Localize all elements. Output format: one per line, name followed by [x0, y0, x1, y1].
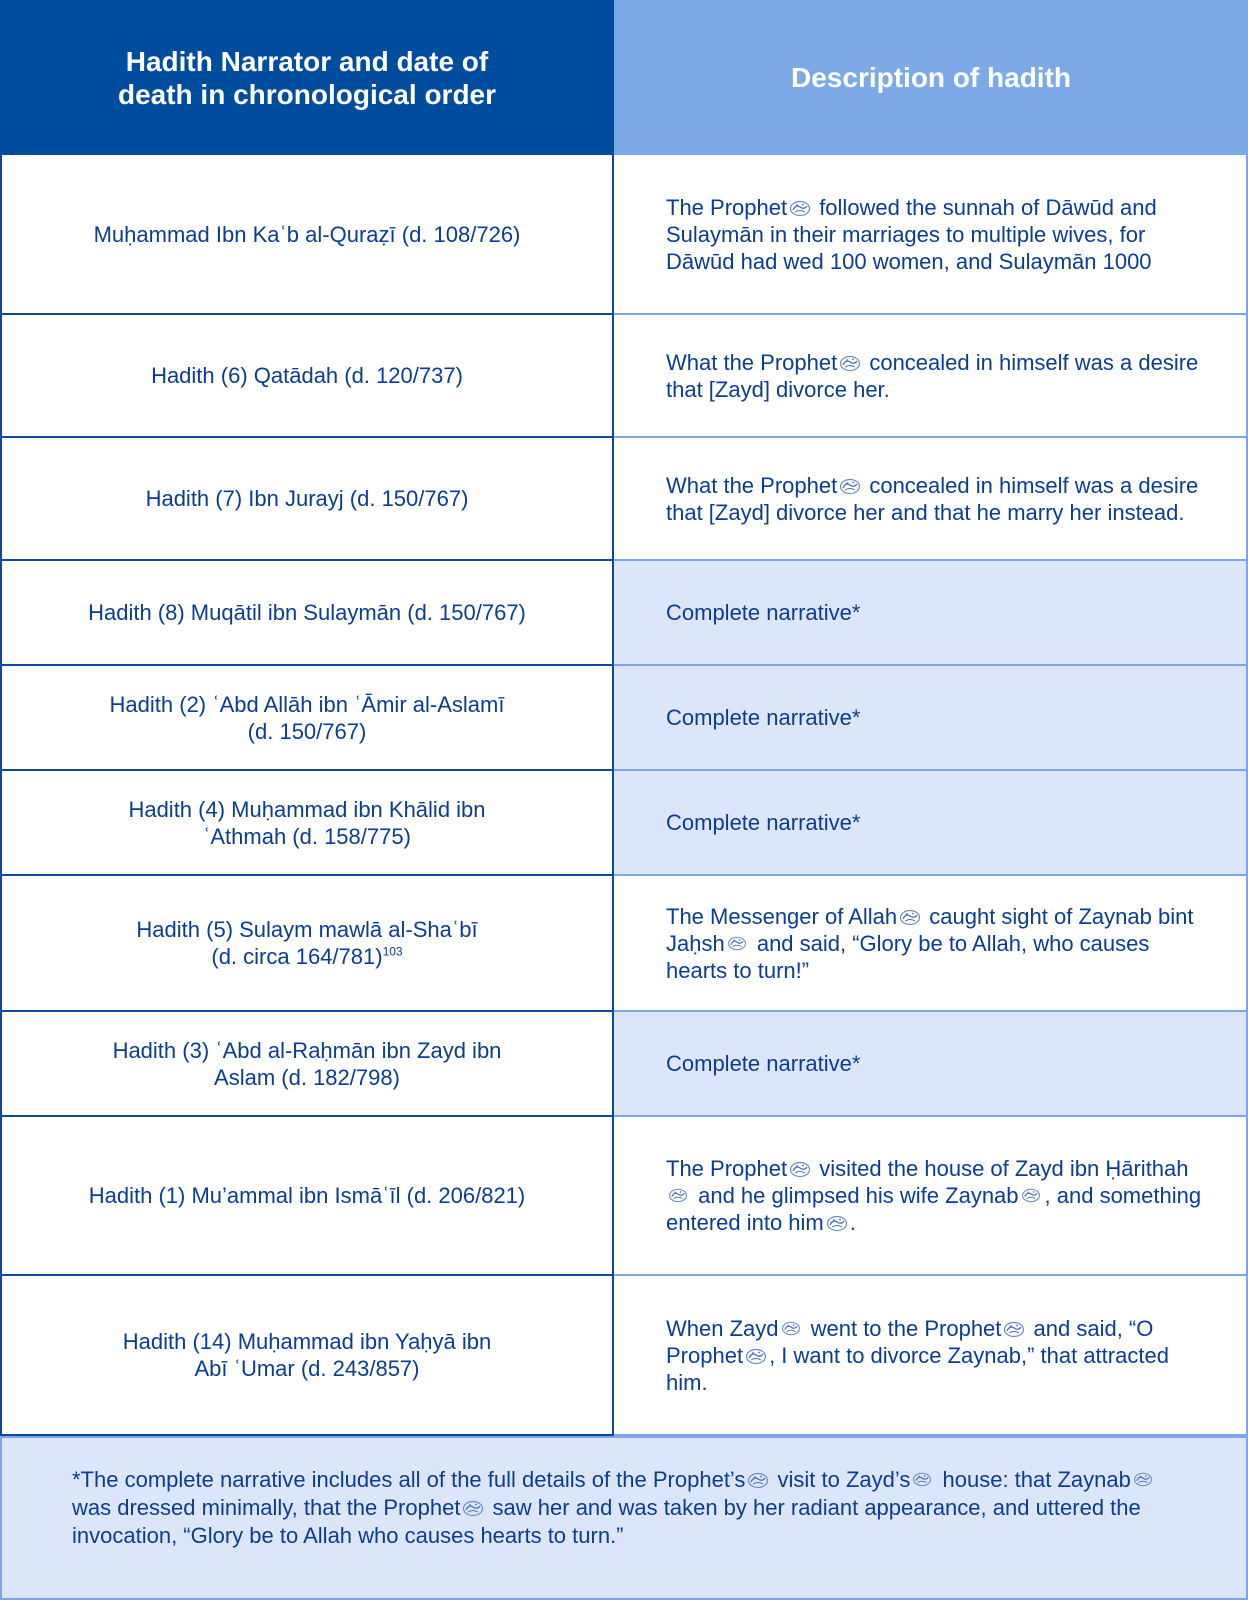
- honorific-icon: [826, 1214, 848, 1232]
- desc-text: and said, “Glory be to Allah, who causes hearts to turn!”: [666, 930, 1150, 983]
- footnote-text: saw her and was taken by her radiant appearance, and uttered the invocation, “Glory be to Allah who causes hearts to turn.”: [72, 1495, 1141, 1548]
- honorific-icon: [899, 908, 921, 926]
- narrator-cell: [0, 876, 614, 1012]
- honorific-icon: [912, 1471, 934, 1489]
- honorific-icon: [727, 935, 749, 953]
- narrator-cell: [0, 666, 614, 771]
- desc-text: followed the sunnah of Dāwūd and Sulaymān in their marriages to multiple wives, for Dāwūd had wed 100 women, and Sulaymān 1000: [666, 194, 1157, 274]
- narrator-line1: Hadith (4) Muḥammad ibn Khālid ibn: [128, 796, 486, 822]
- desc-text: went to the Prophet: [804, 1315, 1002, 1341]
- narrator-line2: Abī ʿUmar (d. 243/857): [194, 1356, 420, 1381]
- description-cell: [614, 438, 1248, 561]
- narrator-line2-wrap: [136, 943, 477, 970]
- footnote: [0, 1436, 1248, 1600]
- narrator-line1: Hadith (5) Sulaym mawlā al-Shaʿbī: [136, 917, 478, 942]
- honorific-icon: [1021, 1187, 1043, 1205]
- desc-text: The Prophet: [666, 194, 788, 220]
- narrator-cell: [0, 771, 614, 876]
- table-row: [0, 155, 1248, 315]
- honorific-icon: [789, 1160, 811, 1178]
- narrator-cell: [0, 1012, 614, 1117]
- desc-text: concealed in himself was a desire that [Zayd] divorce her and that he marry her instead.: [666, 472, 1199, 525]
- description-cell: Complete narrative*: [614, 771, 1248, 876]
- honorific-icon: [1133, 1471, 1155, 1489]
- honorific-icon: [462, 1499, 484, 1517]
- honorific-icon: [789, 199, 811, 217]
- narrator-cell: Muḥammad Ibn Kaʿb al-Quraẓī (d. 108/726): [0, 155, 614, 315]
- desc-text: What the Prophet: [666, 472, 838, 498]
- description-cell: [614, 315, 1248, 438]
- table-row: [0, 876, 1248, 1012]
- desc-text: caught sight of Zaynab bint Jaḥsh: [666, 903, 1194, 956]
- honorific-icon: [668, 1187, 690, 1205]
- honorific-icon: [1003, 1320, 1025, 1338]
- header-narrator-line1: Hadith Narrator and date of: [125, 45, 489, 77]
- narrator-cell: Hadith (6) Qatādah (d. 120/737): [0, 315, 614, 438]
- narrator-cell: Hadith (8) Muqātil ibn Sulaymān (d. 150/767): [0, 561, 614, 666]
- narrator-cell: Hadith (7) Ibn Jurayj (d. 150/767): [0, 438, 614, 561]
- narrator-line2: (d. circa 164/781): [211, 944, 383, 969]
- narrator-line2: (d. 150/767): [247, 718, 367, 744]
- table-row: [0, 561, 1248, 666]
- narrator-line1: Hadith (14) Muḥammad ibn Yaḥyā ibn: [122, 1329, 492, 1354]
- desc-text: visited the house of Zayd ibn Ḥārithah: [813, 1156, 1189, 1181]
- header-narrator-line2: death in chronological order: [117, 78, 497, 110]
- table-header: [0, 0, 1248, 155]
- description-cell: [614, 1276, 1248, 1436]
- header-narrator: [0, 0, 614, 155]
- desc-text: The Messenger of Allah: [666, 903, 898, 929]
- honorific-icon: [745, 1347, 767, 1365]
- desc-text: When Zayd: [666, 1315, 779, 1341]
- desc-text: concealed in himself was a desire that [Zayd] divorce her.: [666, 349, 1199, 402]
- description-cell: Complete narrative*: [614, 561, 1248, 666]
- honorific-icon: [781, 1320, 803, 1338]
- description-cell: Complete narrative*: [614, 666, 1248, 771]
- footnote-ref[interactable]: 103: [382, 944, 403, 959]
- honorific-icon: [839, 477, 861, 495]
- desc-text: and said, “O Prophet: [666, 1315, 1154, 1368]
- desc-text: and he glimpsed his wife Zaynab: [692, 1183, 1019, 1208]
- narrator-cell: [0, 1276, 614, 1436]
- desc-text: , I want to divorce Zaynab,” that attracted him.: [666, 1342, 1169, 1395]
- footnote-text: house: that Zaynab: [936, 1467, 1131, 1492]
- footnote-text: *The complete narrative includes all of the full details of the Prophet’s: [72, 1467, 746, 1492]
- table-row: [0, 1117, 1248, 1276]
- description-cell: [614, 876, 1248, 1012]
- narrator-cell: Hadith (1) Mu’ammal ibn Ismāʿīl (d. 206/821): [0, 1117, 614, 1276]
- table-row: [0, 438, 1248, 561]
- footnote-text: was dressed minimally, that the Prophet: [72, 1495, 461, 1520]
- table-row: [0, 1012, 1248, 1117]
- table-row: [0, 315, 1248, 438]
- description-cell: Complete narrative*: [614, 1012, 1248, 1117]
- description-cell: [614, 1117, 1248, 1276]
- desc-text: .: [849, 1210, 856, 1235]
- footnote-text: visit to Zayd’s: [771, 1467, 911, 1492]
- narrator-line1: Hadith (3) ʿAbd al-Raḥmān ibn Zayd ibn: [112, 1037, 502, 1063]
- narrator-line2: Aslam (d. 182/798): [214, 1064, 400, 1090]
- description-cell: [614, 155, 1248, 315]
- table-row: [0, 1276, 1248, 1436]
- header-description: Description of hadith: [614, 0, 1248, 155]
- narrator-line1: Hadith (2) ʿAbd Allāh ibn ʿĀmir al-Aslamī: [109, 691, 505, 717]
- narrator-line2: ʿAthmah (d. 158/775): [203, 823, 411, 849]
- desc-text: What the Prophet: [666, 349, 838, 375]
- table-row: [0, 771, 1248, 876]
- table-row: [0, 666, 1248, 771]
- honorific-icon: [839, 354, 861, 372]
- honorific-icon: [747, 1471, 769, 1489]
- desc-text: The Prophet: [666, 1156, 788, 1181]
- desc-text: , and something entered into him: [666, 1183, 1202, 1235]
